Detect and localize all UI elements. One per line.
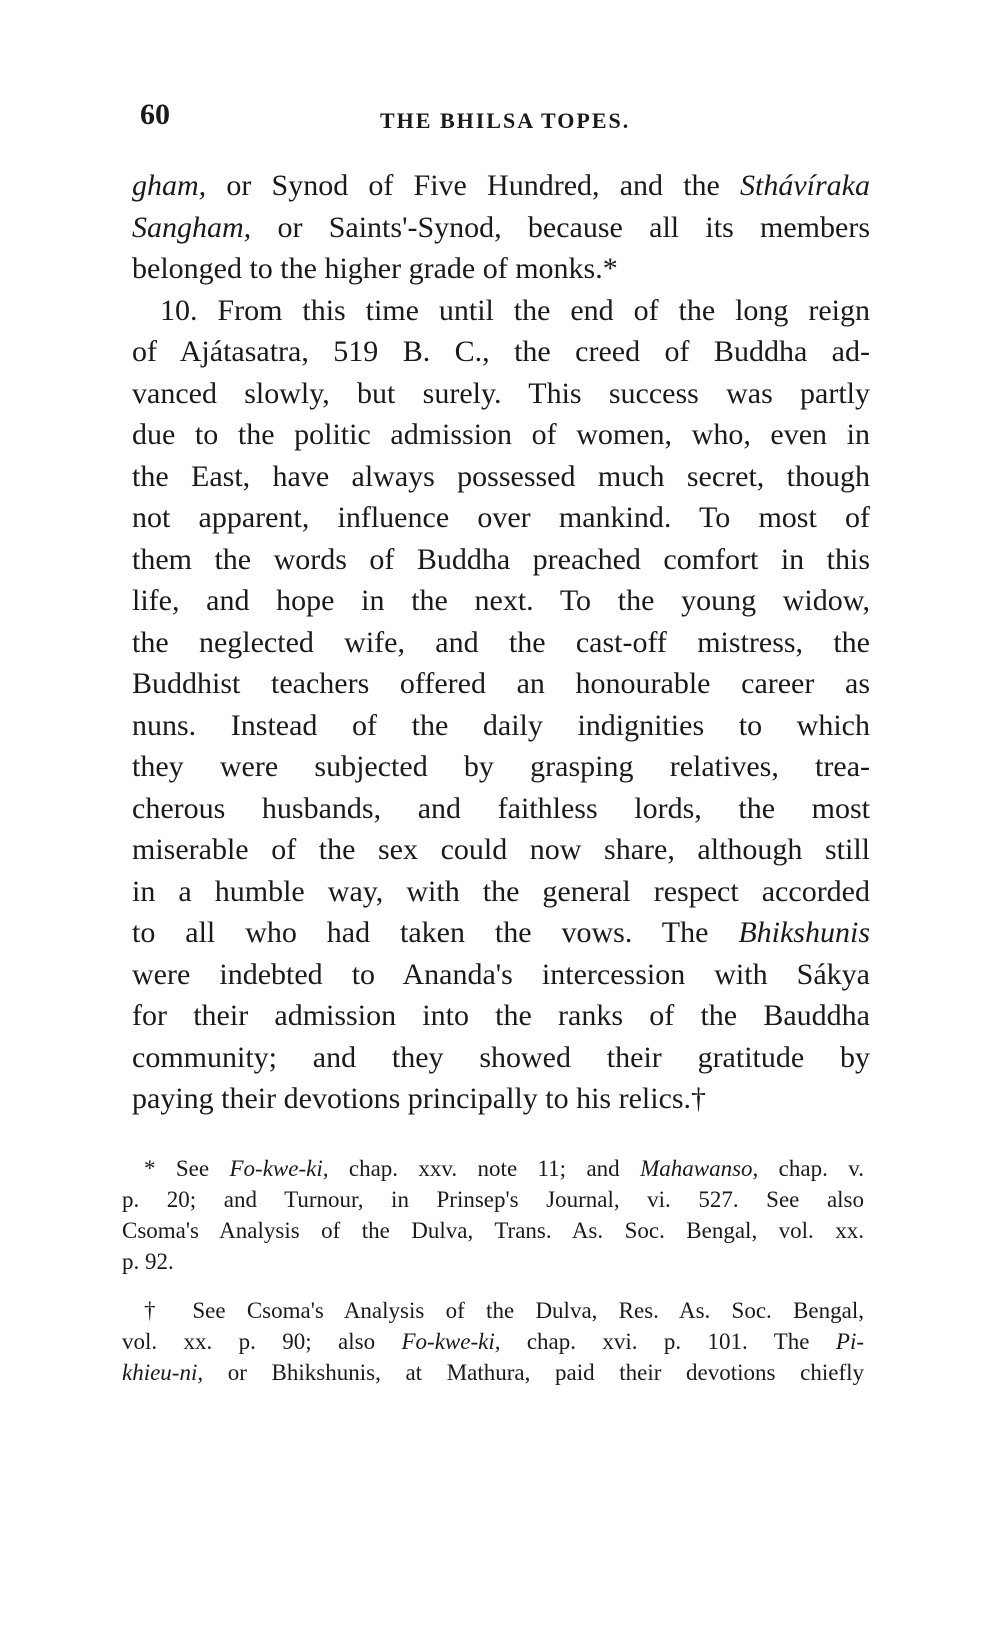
page-number: 60 (140, 98, 170, 131)
text-line: gham, or Synod of Five Hundred, and the Sthávíraka (132, 169, 870, 202)
text-line: they were subjected by grasping relatives, trea- (132, 750, 870, 783)
footnote (122, 1153, 864, 1277)
text-line: in a humble way, with the general respect accorded (132, 874, 870, 908)
page-header (140, 98, 870, 148)
footnote-line: * See Fo-kwe-ki, chap. xxv. note 11; and Mahawanso, chap. v. (144, 1156, 864, 1181)
footnote (122, 1295, 864, 1388)
text-line: to all who had taken the vows. The Bhikshunis (132, 916, 870, 949)
footnote-line: khieu-ni, or Bhikshunis, at Mathura, paid their devotions chiefly (122, 1360, 864, 1385)
text-line: paying their devotions principally to his relics.† (132, 1082, 707, 1115)
text-line: not apparent, influence over mankind. To most of (132, 501, 870, 534)
body-text (132, 165, 870, 1120)
footnote-line: vol. xx. p. 90; also Fo-kwe-ki, chap. xvi. p. 101. The Pi- (122, 1329, 864, 1354)
text-line: community; and they showed their gratitude by (132, 1040, 870, 1074)
text-line: cherous husbands, and faithless lords, the most (132, 791, 870, 825)
text-line: belonged to the higher grade of monks.* (132, 252, 618, 285)
text-line: miserable of the sex could now share, although still (132, 833, 870, 866)
footnote-gap (122, 1277, 864, 1295)
text-line: the neglected wife, and the cast-off mistress, the (132, 625, 870, 659)
text-line: Sangham, or Saints'-Synod, because all its members (132, 210, 870, 244)
footnote-line: † See Csoma's Analysis of the Dulva, Res. As. Soc. Bengal, (144, 1298, 864, 1323)
footnotes (122, 1153, 864, 1388)
text-line: the East, have always possessed much secret, though (132, 459, 870, 493)
text-line: life, and hope in the next. To the young widow, (132, 584, 870, 617)
text-line: were indebted to Ananda's intercession with Sákya (132, 957, 870, 991)
text-line: nuns. Instead of the daily indignities to which (132, 708, 870, 742)
text-line: due to the politic admission of women, who, even in (132, 418, 870, 451)
text-line: for their admission into the ranks of the Bauddha (132, 999, 870, 1032)
text-line: of Ajátasatra, 519 B. C., the creed of Buddha ad- (132, 335, 870, 368)
footnote-line: p. 92. (122, 1249, 174, 1274)
footnote-line: p. 20; and Turnour, in Prinsep's Journal, vi. 527. See also (122, 1187, 864, 1212)
running-head: THE BHILSA TOPES. (380, 108, 631, 133)
text-line: 10. From this time until the end of the long reign (160, 293, 870, 327)
text-line: Buddhist teachers offered an honourable career as (132, 667, 870, 700)
text-line: them the words of Buddha preached comfort in this (132, 542, 870, 576)
text-line: vanced slowly, but surely. This success was partly (132, 376, 870, 410)
footnote-line: Csoma's Analysis of the Dulva, Trans. As. Soc. Bengal, vol. xx. (122, 1218, 864, 1243)
